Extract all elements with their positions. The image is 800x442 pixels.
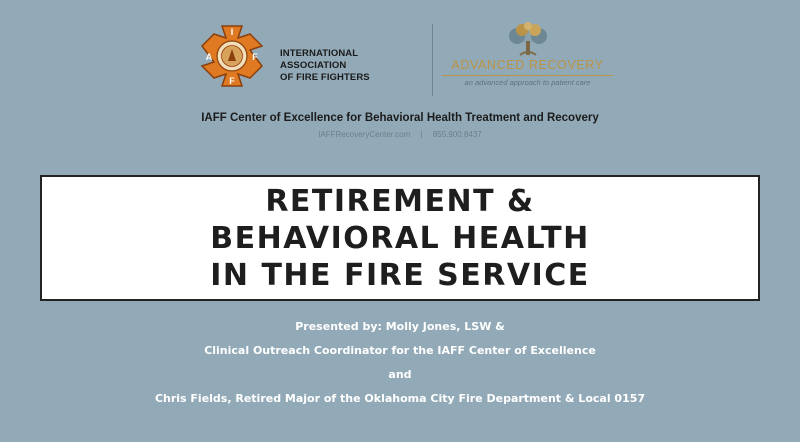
phone-text: 855.900.8437: [432, 130, 482, 139]
logo-divider: [432, 24, 433, 96]
svg-text:I: I: [230, 27, 234, 37]
website-text: IAFFRecoveryCenter.com: [318, 130, 411, 139]
advanced-recovery-underline: [442, 75, 613, 76]
svg-text:F: F: [252, 52, 258, 62]
iaff-name-line1: INTERNATIONAL ASSOCIATION: [280, 48, 359, 71]
center-of-excellence-title: IAFF Center of Excellence for Behavioral Health Treatment and Recovery: [201, 112, 599, 124]
advanced-recovery-tagline: an advanced approach to patient care: [464, 78, 591, 87]
contact-line: [200, 130, 600, 139]
iaff-name-line2: OF FIRE FIGHTERS: [280, 72, 370, 83]
iaff-organization-name: [280, 48, 420, 84]
tree-icon: [498, 22, 558, 58]
svg-text:A: A: [205, 52, 213, 62]
advanced-recovery-name: ADVANCED RECOVERY: [451, 58, 604, 72]
slide-title-box: [40, 175, 760, 301]
presenter-line-3: and: [388, 368, 412, 381]
svg-text:F: F: [229, 76, 235, 86]
advanced-recovery-logo: [440, 22, 615, 102]
contact-separator: |: [420, 130, 423, 139]
presenter-line-4: Chris Fields, Retired Major of the Oklahoma City Fire Department & Local 0157: [154, 392, 646, 405]
logo-band: [190, 22, 620, 102]
title-line-1: RETIREMENT &: [265, 183, 535, 219]
iaff-emblem-icon: [200, 24, 264, 88]
title-line-2: BEHAVIORAL HEALTH: [210, 220, 590, 256]
title-line-3: IN THE FIRE SERVICE: [210, 257, 590, 293]
presenters-block: [60, 316, 740, 409]
presenter-line-2: Clinical Outreach Coordinator for the IAFF Center of Excellence: [204, 344, 596, 357]
presenter-line-1: Presented by: Molly Jones, LSW &: [295, 320, 505, 333]
